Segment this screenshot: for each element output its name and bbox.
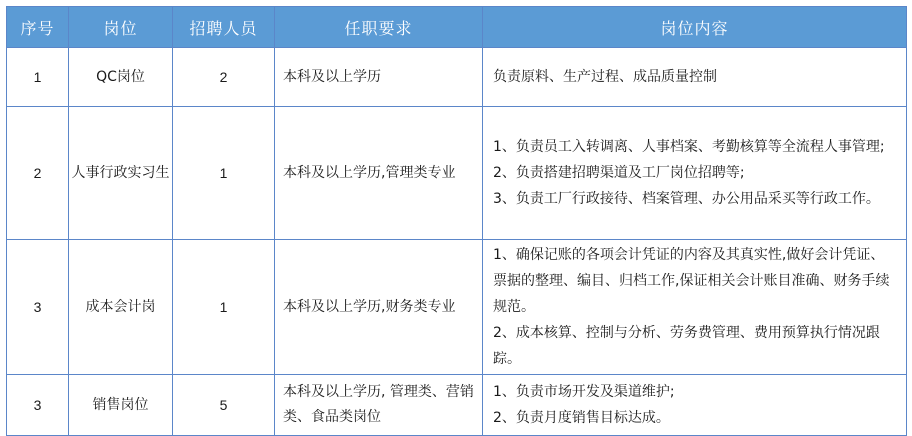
cell-position: 人事行政实习生	[69, 107, 173, 240]
cell-count: 5	[173, 375, 275, 436]
header-content: 岗位内容	[483, 7, 907, 48]
content-line: 1、负责市场开发及渠道维护;	[493, 384, 675, 400]
header-row	[7, 7, 907, 48]
content-line: 2、负责搭建招聘渠道及工厂岗位招聘等;	[493, 165, 745, 181]
content-line: 2、负责月度销售目标达成。	[493, 410, 670, 426]
header-position: 岗位	[69, 7, 173, 48]
table-row	[7, 107, 907, 240]
header-no: 序号	[7, 7, 69, 48]
cell-requirement: 本科及以上学历,管理类专业	[275, 107, 483, 240]
cell-count: 1	[173, 240, 275, 375]
table-row	[7, 240, 907, 375]
content-line: 3、负责工厂行政接待、档案管理、办公用品采买等行政工作。	[493, 191, 880, 207]
cell-count: 2	[173, 48, 275, 107]
content-line: 1、确保记账的各项会计凭证的内容及其真实性,做好会计凭证、票据的整理、编目、归档工作,保证相关会计账目准确、财务手续规范。	[493, 247, 890, 315]
header-count: 招聘人员	[173, 7, 275, 48]
cell-no: 2	[7, 107, 69, 240]
cell-requirement: 本科及以上学历,财务类专业	[275, 240, 483, 375]
recruitment-table	[6, 6, 907, 436]
cell-no: 3	[7, 240, 69, 375]
cell-content	[483, 107, 907, 240]
cell-count: 1	[173, 107, 275, 240]
cell-requirement: 本科及以上学历, 管理类、营销类、食品类岗位	[275, 375, 483, 436]
content-line: 负责原料、生产过程、成品质量控制	[493, 69, 717, 85]
cell-no: 3	[7, 375, 69, 436]
cell-requirement: 本科及以上学历	[275, 48, 483, 107]
cell-content	[483, 48, 907, 107]
cell-content	[483, 375, 907, 436]
cell-position: 销售岗位	[69, 375, 173, 436]
cell-position: 成本会计岗	[69, 240, 173, 375]
table-row	[7, 48, 907, 107]
content-line: 2、成本核算、控制与分析、劳务费管理、费用预算执行情况跟踪。	[493, 325, 880, 367]
header-requirement: 任职要求	[275, 7, 483, 48]
cell-content	[483, 240, 907, 375]
table-row	[7, 375, 907, 436]
content-line: 1、负责员工入转调离、人事档案、考勤核算等全流程人事管理;	[493, 139, 885, 155]
table-body	[7, 48, 907, 436]
cell-no: 1	[7, 48, 69, 107]
table-header	[7, 7, 907, 48]
cell-position: QC岗位	[69, 48, 173, 107]
